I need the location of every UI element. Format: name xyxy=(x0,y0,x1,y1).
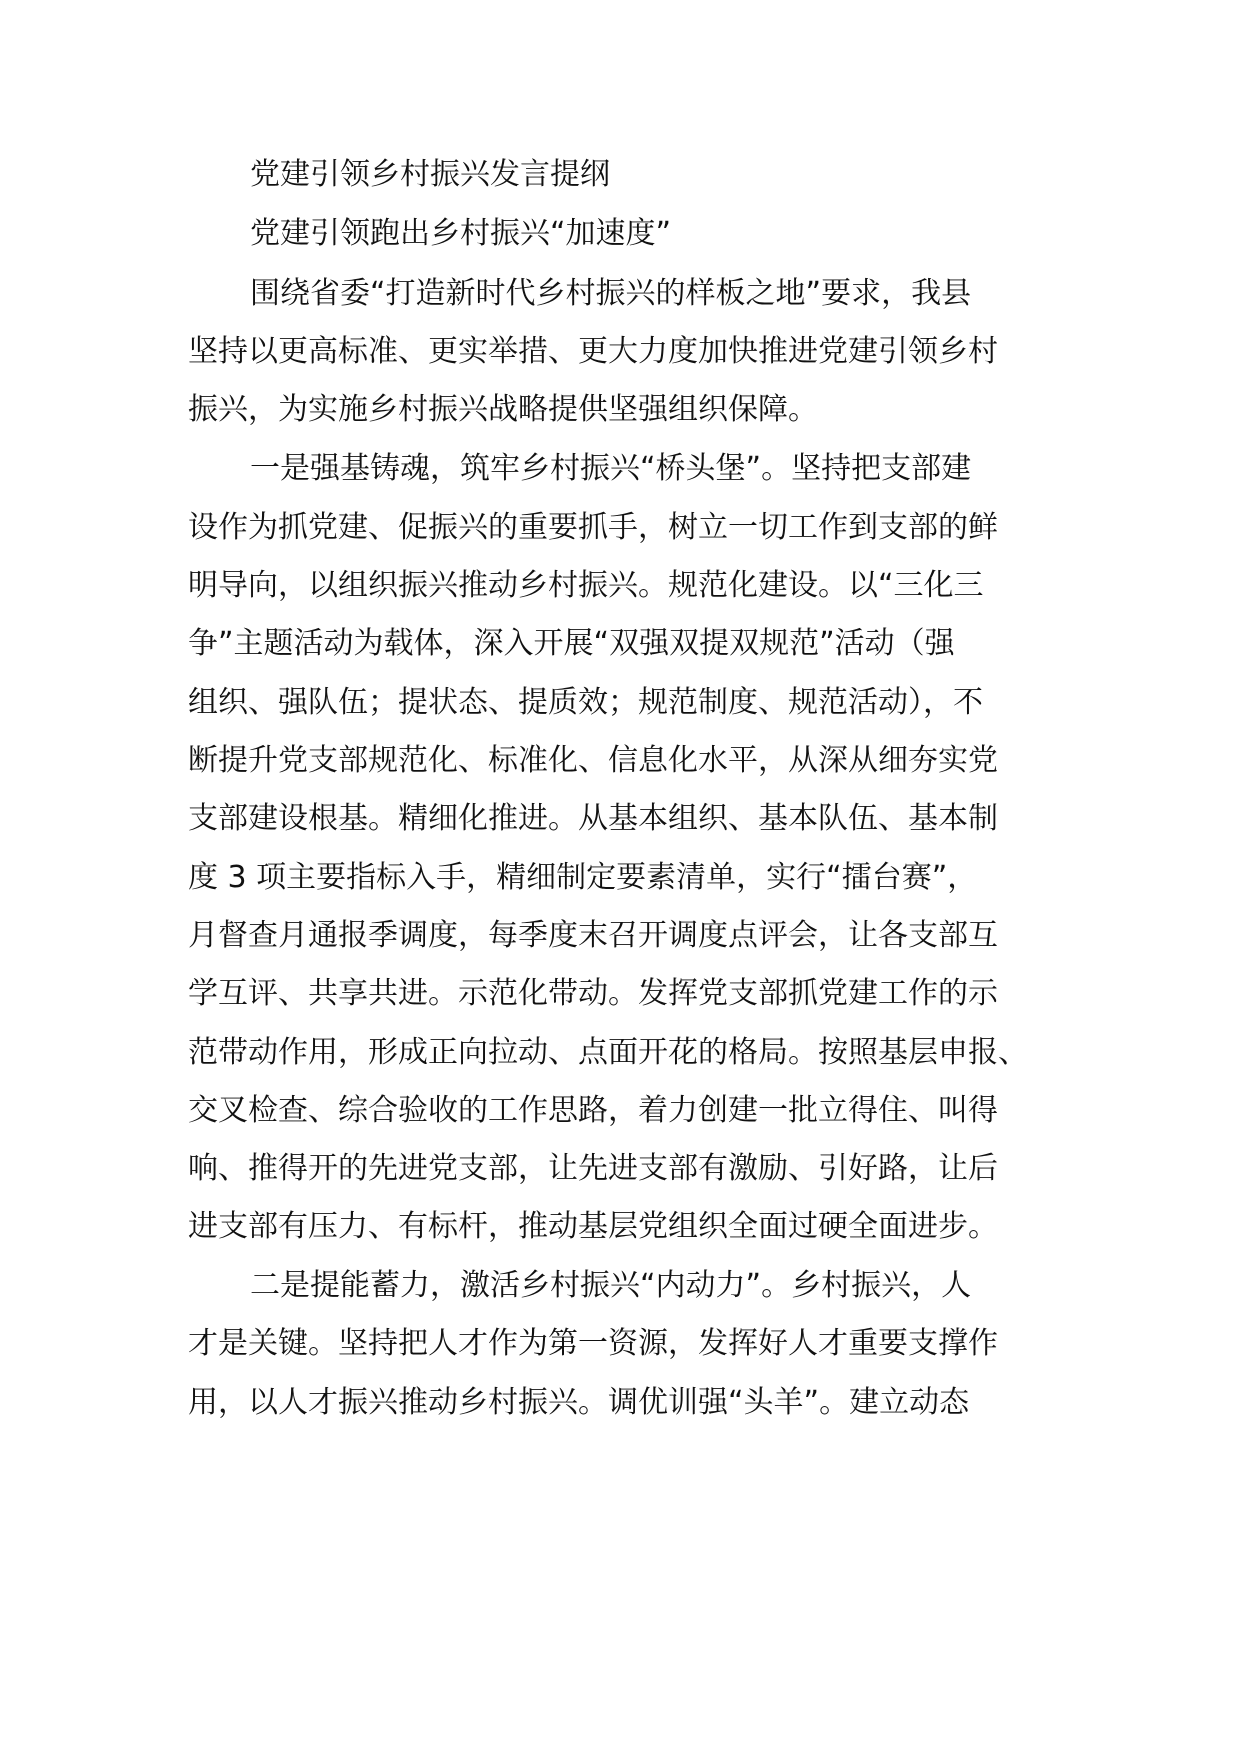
paragraph-line: 用，以人才振兴推动乡村振兴。调优训强“头羊”。建立动态 xyxy=(188,1385,970,1420)
paragraph-line: 才是关键。坚持把人才作为第一资源，发挥好人才重要支撑作 xyxy=(188,1326,998,1361)
paragraph-line: 明导向，以组织振兴推动乡村振兴。规范化建设。以“三化三 xyxy=(188,568,984,603)
paragraph-line: 支部建设根基。精细化推进。从基本组织、基本队伍、基本制 xyxy=(188,801,998,836)
paragraph-line: 设作为抓党建、促振兴的重要抓手，树立一切工作到支部的鲜 xyxy=(188,510,998,545)
paragraph-line: 月督查月通报季调度，每季度末召开调度点评会，让各支部互 xyxy=(188,918,998,953)
paragraph-line: 二是提能蓄力，激活乡村振兴“内动力”。乡村振兴，人 xyxy=(250,1268,972,1303)
document-subtitle: 党建引领跑出乡村振兴“加速度” xyxy=(250,216,672,251)
paragraph-line: 一是强基铸魂，筑牢乡村振兴“桥头堡”。坚持把支部建 xyxy=(250,451,972,486)
paragraph-line: 进支部有压力、有标杆，推动基层党组织全面过硬全面进步。 xyxy=(188,1209,998,1244)
document-title: 党建引领乡村振兴发言提纲 xyxy=(250,157,610,192)
paragraph-line: 争”主题活动为载体，深入开展“双强双提双规范”活动（强 xyxy=(188,626,955,661)
paragraph-line: 振兴，为实施乡村振兴战略提供坚强组织保障。 xyxy=(188,392,818,427)
paragraph-line: 坚持以更高标准、更实举措、更大力度加快推进党建引领乡村 xyxy=(188,334,998,369)
paragraph-line: 度 3 项主要指标入手，精细制定要素清单，实行“擂台赛”， xyxy=(188,860,978,895)
paragraph-line: 断提升党支部规范化、标准化、信息化水平，从深从细夯实党 xyxy=(188,743,998,778)
paragraph-line: 学互评、共享共进。示范化带动。发挥党支部抓党建工作的示 xyxy=(188,976,998,1011)
paragraph-line: 交叉检查、综合验收的工作思路，着力创建一批立得住、叫得 xyxy=(188,1093,998,1128)
paragraph-line: 围绕省委“打造新时代乡村振兴的样板之地”要求，我县 xyxy=(250,276,972,311)
paragraph-line: 组织、强队伍；提状态、提质效；规范制度、规范活动），不 xyxy=(188,685,983,720)
paragraph-line: 响、推得开的先进党支部，让先进支部有激励、引好路，让后 xyxy=(188,1151,998,1186)
paragraph-line: 范带动作用，形成正向拉动、点面开花的格局。按照基层申报、 xyxy=(188,1035,1028,1070)
